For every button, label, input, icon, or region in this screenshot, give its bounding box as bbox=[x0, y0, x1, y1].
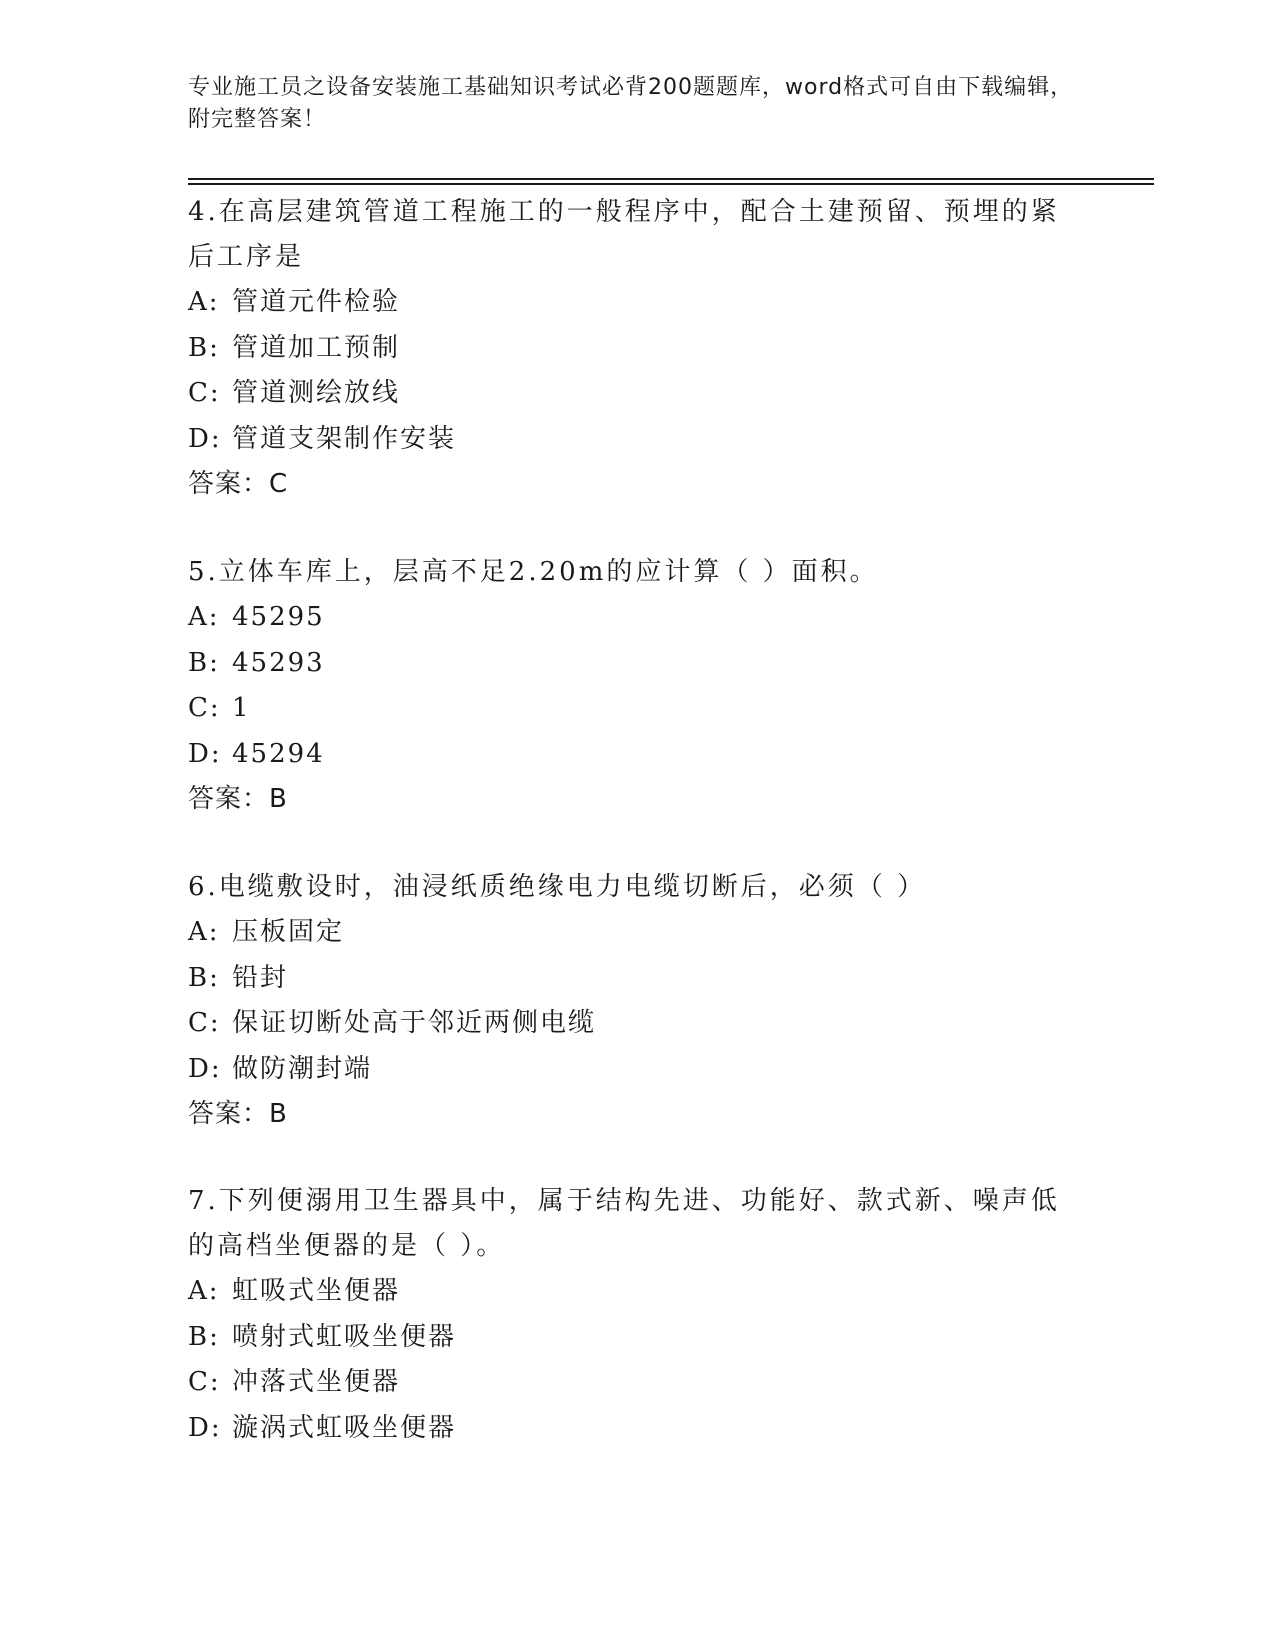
question-5 bbox=[188, 549, 1088, 822]
answer-line: 答案：B bbox=[188, 784, 288, 814]
header-divider-bottom bbox=[188, 183, 1154, 185]
option-d bbox=[188, 1047, 1088, 1093]
option-a bbox=[188, 595, 1088, 641]
question-stem: 5.立体车库上，层高不足2.20m的应计算（ ）面积。 bbox=[188, 557, 879, 587]
option-letter: C: bbox=[188, 1008, 221, 1038]
option-text: 管道测绘放线 bbox=[232, 378, 401, 408]
option-text: 管道元件检验 bbox=[232, 287, 401, 317]
option-letter: C: bbox=[188, 693, 221, 723]
option-letter: A: bbox=[188, 287, 220, 317]
question-stem: 7.下列便溺用卫生器具中，属于结构先进、功能好、款式新、噪声低的高档坐便器的是（ ）。 bbox=[188, 1186, 1060, 1261]
option-text: 管道加工预制 bbox=[232, 332, 401, 363]
question-list bbox=[188, 190, 1088, 1493]
option-letter: A: bbox=[188, 917, 220, 947]
answer-line: 答案：B bbox=[188, 1099, 288, 1129]
option-a bbox=[188, 910, 1088, 956]
option-c bbox=[188, 1001, 1088, 1047]
question-4 bbox=[188, 190, 1088, 507]
option-a bbox=[188, 1269, 1088, 1315]
option-text: 45294 bbox=[232, 738, 325, 769]
option-letter: D: bbox=[188, 1412, 222, 1443]
header-divider-top bbox=[188, 178, 1154, 180]
question-7 bbox=[188, 1179, 1088, 1451]
option-text: 保证切断处高于邻近两侧电缆 bbox=[232, 1008, 597, 1038]
option-d bbox=[188, 417, 1088, 463]
option-text: 1 bbox=[232, 693, 251, 723]
option-text: 漩涡式虹吸坐便器 bbox=[232, 1412, 457, 1443]
question-stem: 4.在高层建筑管道工程施工的一般程序中，配合土建预留、预埋的紧后工序是 bbox=[188, 197, 1060, 272]
option-text: 做防潮封端 bbox=[232, 1053, 373, 1084]
option-letter: B: bbox=[188, 332, 220, 363]
option-letter: B: bbox=[188, 962, 220, 993]
option-letter: D: bbox=[188, 1053, 222, 1084]
option-b bbox=[188, 1315, 1088, 1361]
option-letter: B: bbox=[188, 647, 220, 678]
option-text: 45295 bbox=[232, 602, 325, 632]
option-text: 铅封 bbox=[232, 962, 289, 993]
option-letter: A: bbox=[188, 1276, 220, 1306]
option-text: 管道支架制作安装 bbox=[232, 423, 457, 454]
option-b bbox=[188, 641, 1088, 687]
option-letter: D: bbox=[188, 423, 222, 454]
option-letter: C: bbox=[188, 378, 221, 408]
option-text: 压板固定 bbox=[232, 917, 345, 947]
question-6 bbox=[188, 864, 1088, 1137]
answer-line: 答案：C bbox=[188, 469, 289, 499]
option-c bbox=[188, 371, 1088, 417]
option-text: 虹吸式坐便器 bbox=[232, 1276, 401, 1306]
option-b bbox=[188, 326, 1088, 372]
question-stem: 6.电缆敷设时，油浸纸质绝缘电力电缆切断后，必须（ ） bbox=[188, 872, 927, 902]
option-letter: D: bbox=[188, 738, 222, 769]
option-letter: C: bbox=[188, 1367, 221, 1397]
option-text: 45293 bbox=[232, 647, 325, 678]
option-letter: B: bbox=[188, 1321, 220, 1352]
option-text: 冲落式坐便器 bbox=[232, 1367, 401, 1397]
option-d bbox=[188, 1406, 1088, 1452]
option-c bbox=[188, 1360, 1088, 1406]
option-d bbox=[188, 732, 1088, 778]
document-title: 专业施工员之设备安装施工基础知识考试必背200题题库，word格式可自由下载编辑，附完整答案！ bbox=[188, 75, 1074, 132]
option-c bbox=[188, 686, 1088, 732]
option-b bbox=[188, 956, 1088, 1002]
option-letter: A: bbox=[188, 602, 220, 632]
option-a bbox=[188, 280, 1088, 326]
option-text: 喷射式虹吸坐便器 bbox=[232, 1321, 457, 1352]
